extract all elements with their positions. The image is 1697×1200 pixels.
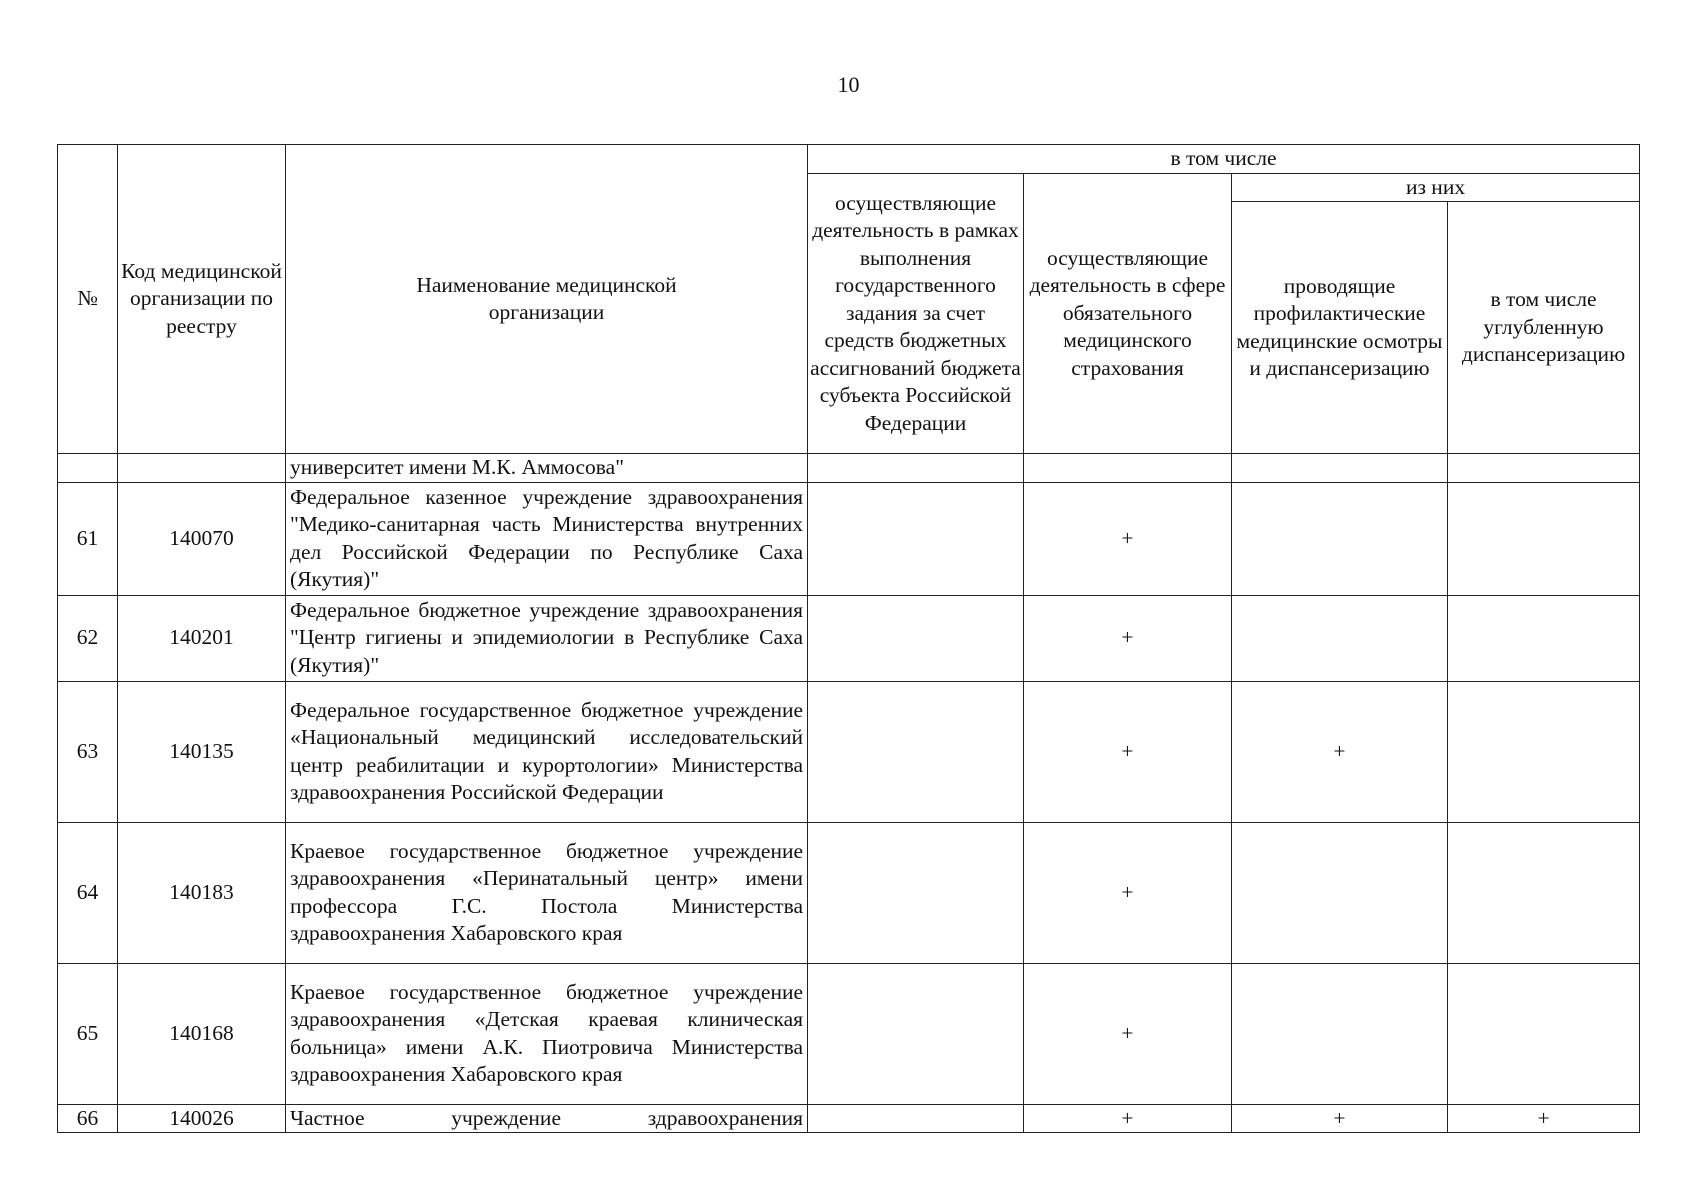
cell-state-task [808,822,1024,963]
cell-deep [1448,595,1640,681]
cell-num: 64 [58,822,118,963]
cell-code: 140070 [118,482,286,595]
cell-state-task [808,1104,1024,1133]
cell-prevent [1232,482,1448,595]
cell-prevent [1232,963,1448,1104]
table-row [58,1104,1640,1133]
cell-num [58,454,118,483]
table-row [58,454,1640,483]
registry-table [57,144,1640,1133]
table-row [58,822,1640,963]
header-oms: осуществляющие деятельность в сфере обязательного медицинского страхования [1024,173,1232,454]
table-body [58,454,1640,1133]
cell-num: 65 [58,963,118,1104]
cell-state-task [808,454,1024,483]
table-row [58,963,1640,1104]
cell-deep [1448,822,1640,963]
cell-code: 140183 [118,822,286,963]
header-deep: в том числе углубленную диспансеризацию [1448,202,1640,454]
table-header [58,145,1640,454]
table-row [58,595,1640,681]
cell-deep [1448,482,1640,595]
cell-oms: + [1024,1104,1232,1133]
cell-code: 140201 [118,595,286,681]
header-code: Код медицинской организации по реестру [118,145,286,454]
table-row [58,681,1640,822]
cell-name: Федеральное государственное бюджетное учреждение «Национальный медицинский исследовательский центр реабилитации и курортологии» Министерства здравоохранения Российской Федерации [286,681,808,822]
cell-prevent: + [1232,1104,1448,1133]
cell-code [118,454,286,483]
cell-deep [1448,963,1640,1104]
cell-state-task [808,482,1024,595]
page-number: 10 [837,72,860,97]
cell-prevent [1232,454,1448,483]
header-including: в том числе [808,145,1640,174]
cell-num: 62 [58,595,118,681]
cell-oms: + [1024,595,1232,681]
cell-num: 66 [58,1104,118,1133]
cell-deep [1448,454,1640,483]
cell-state-task [808,963,1024,1104]
cell-name: университет имени М.К. Аммосова" [286,454,808,483]
header-name: Наименование медицинской организации [286,145,808,454]
cell-prevent: + [1232,681,1448,822]
cell-code: 140135 [118,681,286,822]
header-state-task: осуществляющие деятельность в рамках выполнения государственного задания за счет средств бюджетных ассигнований бюджета субъекта Российской Федерации [808,173,1024,454]
cell-oms: + [1024,963,1232,1104]
header-num: № [58,145,118,454]
cell-num: 63 [58,681,118,822]
cell-name: Частное учреждение здравоохранения [286,1104,808,1133]
cell-state-task [808,681,1024,822]
header-of-them: из них [1232,173,1640,202]
cell-oms: + [1024,822,1232,963]
table-row [58,482,1640,595]
cell-prevent [1232,595,1448,681]
cell-state-task [808,595,1024,681]
cell-oms [1024,454,1232,483]
cell-num: 61 [58,482,118,595]
cell-oms: + [1024,482,1232,595]
cell-name: Краевое государственное бюджетное учреждение здравоохранения «Перинатальный центр» имени профессора Г.С. Постола Министерства здравоохранения Хабаровского края [286,822,808,963]
cell-code: 140026 [118,1104,286,1133]
cell-prevent [1232,822,1448,963]
cell-deep: + [1448,1104,1640,1133]
cell-oms: + [1024,681,1232,822]
cell-code: 140168 [118,963,286,1104]
cell-name: Краевое государственное бюджетное учреждение здравоохранения «Детская краевая клиническая больница» имени А.К. Пиотровича Министерства здравоохранения Хабаровского края [286,963,808,1104]
cell-deep [1448,681,1640,822]
cell-name: Федеральное казенное учреждение здравоохранения "Медико-санитарная часть Министерства внутренних дел Российской Федерации по Республике Саха (Якутия)" [286,482,808,595]
cell-name: Федеральное бюджетное учреждение здравоохранения "Центр гигиены и эпидемиологии в Республике Саха (Якутия)" [286,595,808,681]
header-prevent: проводящие профилактические медицинские осмотры и диспансеризацию [1232,202,1448,454]
